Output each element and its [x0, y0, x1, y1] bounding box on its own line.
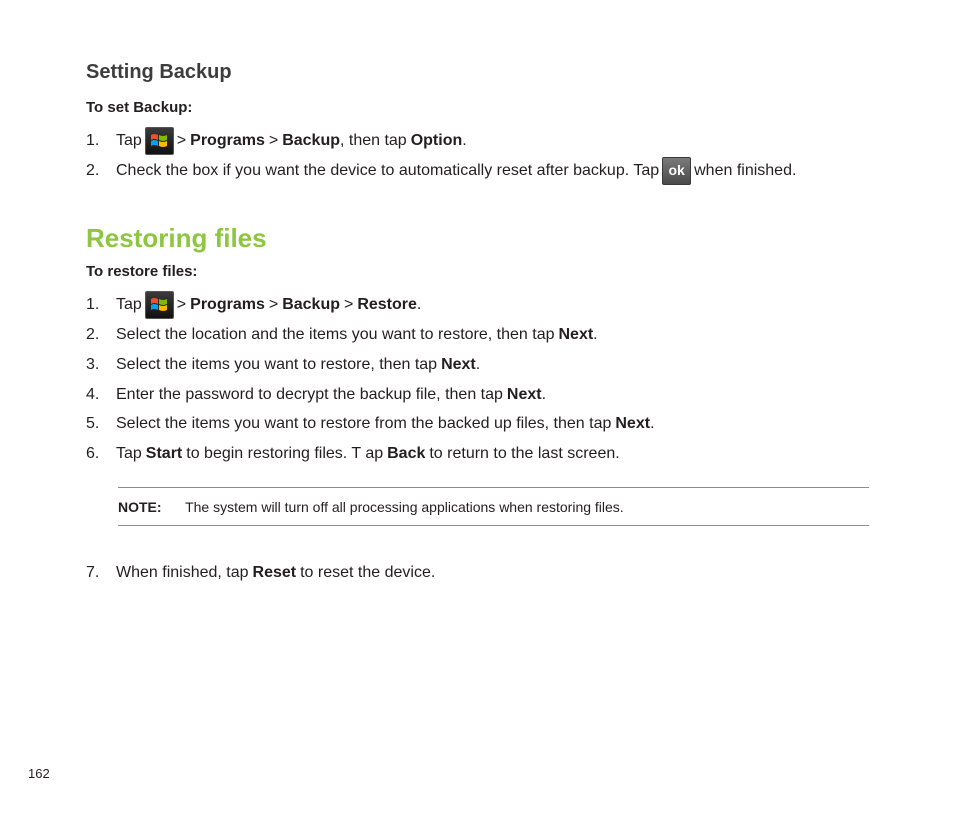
- windows-start-icon: [145, 291, 174, 319]
- step-number: 7.: [86, 564, 100, 581]
- setting-backup-heading: Setting Backup: [86, 61, 232, 83]
- option-label: Option: [410, 132, 463, 149]
- restore-step-6: 6. Tap Start to begin restoring files. T ap Back to return to the last screen.: [86, 445, 620, 462]
- restore-step-2: 2. Select the location and the items you want to restore, then tap Next .: [86, 326, 598, 343]
- programs-label: Programs: [190, 132, 265, 149]
- note-text: The system will turn off all processing applications when restoring files.: [185, 499, 624, 515]
- set-backup-subheading: To set Backup:: [86, 99, 193, 116]
- next-label: Next: [615, 415, 651, 432]
- step-number: 5.: [86, 415, 100, 432]
- restore-step-3: 3. Select the items you want to restore, then tap Next .: [86, 356, 481, 373]
- step-number: 1.: [86, 132, 100, 149]
- backup-label: Backup: [282, 132, 340, 149]
- note-top-rule: [118, 487, 869, 488]
- restore-files-subheading: To restore files:: [86, 263, 198, 280]
- next-label: Next: [558, 326, 594, 343]
- note-box: [118, 499, 624, 515]
- restoring-files-heading: Restoring files: [86, 223, 267, 253]
- reset-label: Reset: [252, 564, 297, 581]
- step-number: 4.: [86, 386, 100, 403]
- restore-step-4: 4. Enter the password to decrypt the backup file, then tap Next .: [86, 386, 547, 403]
- restore-label: Restore: [357, 296, 417, 313]
- step-number: 2.: [86, 162, 100, 179]
- backup-label: Backup: [282, 296, 340, 313]
- start-label: Start: [145, 445, 183, 462]
- backup-step-1: 1. Tap > Programs > Backup , then tap Option .: [86, 126, 886, 156]
- windows-start-icon: [145, 127, 174, 155]
- next-label: Next: [441, 356, 476, 373]
- step-number: 2.: [86, 326, 100, 343]
- programs-label: Programs: [190, 296, 265, 313]
- back-label: Back: [387, 445, 426, 462]
- restore-step-5: 5. Select the items you want to restore from the backed up files, then tap Next .: [86, 415, 655, 432]
- ok-button-icon: ok: [662, 157, 691, 185]
- restore-step-1: 1. Tap > Programs > Backup > Restore .: [86, 290, 886, 320]
- restore-step-7: 7. When finished, tap Reset to reset the device.: [86, 564, 436, 581]
- step-number: 1.: [86, 296, 100, 313]
- step-number: 6.: [86, 445, 100, 462]
- step-number: 3.: [86, 356, 100, 373]
- note-label: NOTE:: [118, 499, 162, 515]
- page-number: 162: [28, 766, 50, 781]
- next-label: Next: [506, 386, 542, 403]
- backup-step-2: 2. Check the box if you want the device to automatically reset after backup. Tap ok when finished.: [86, 156, 886, 186]
- note-bottom-rule: [118, 525, 869, 526]
